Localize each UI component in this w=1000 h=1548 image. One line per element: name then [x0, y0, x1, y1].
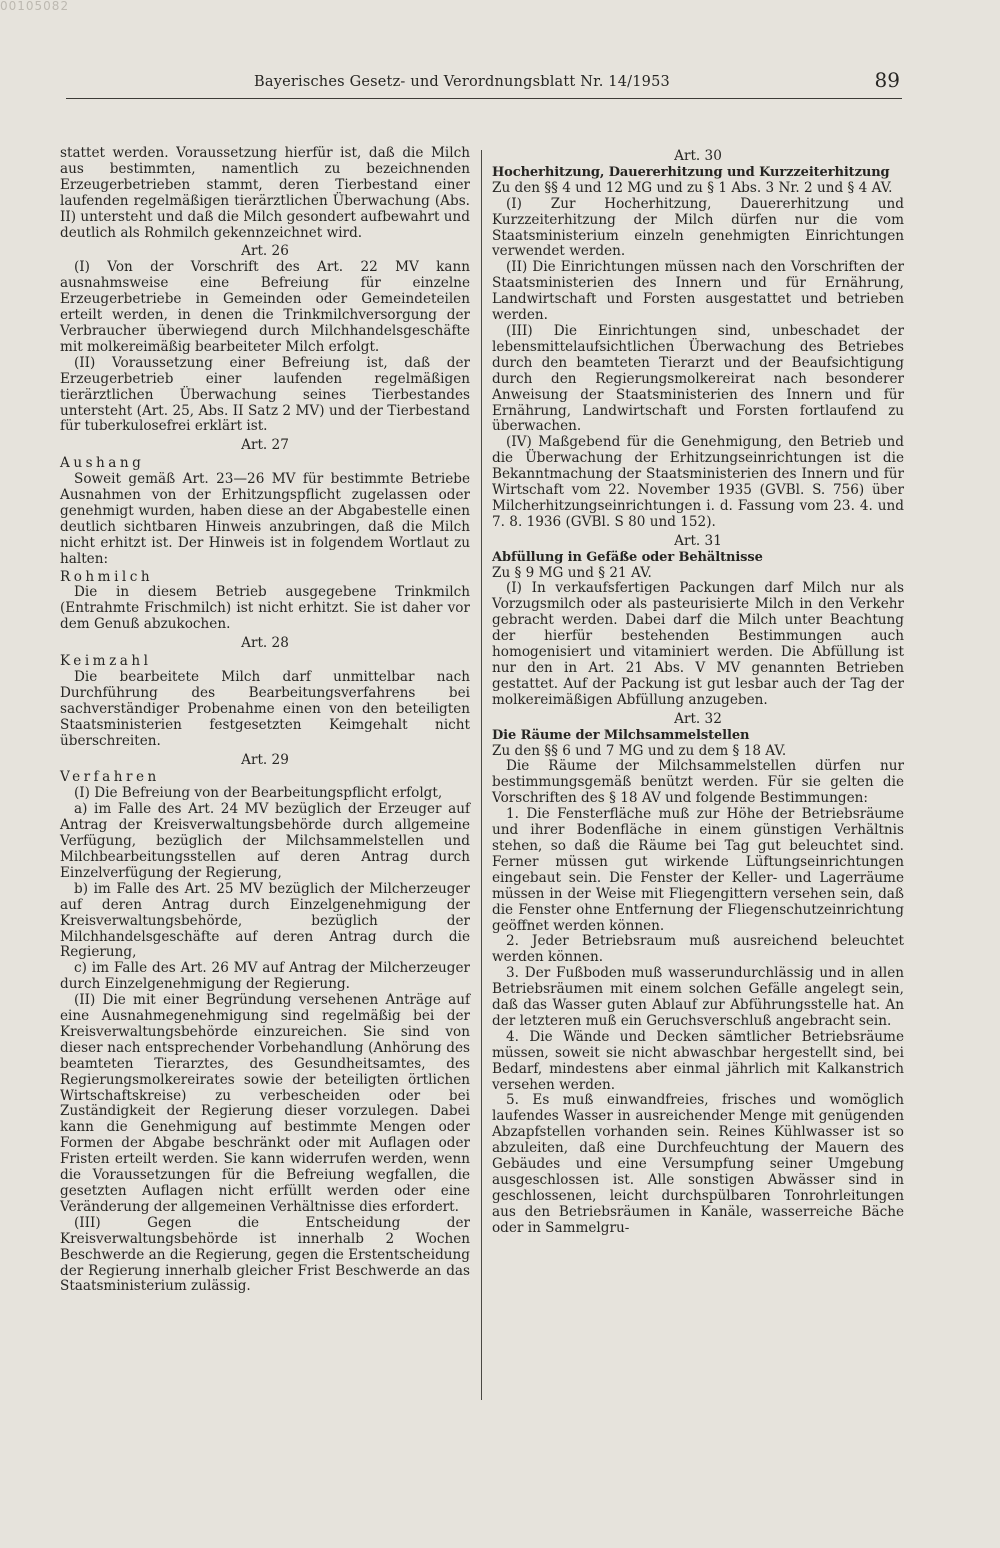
- left-column: [60, 146, 470, 1295]
- section-title: Keimzahl: [60, 653, 152, 670]
- right-column: [492, 146, 904, 1237]
- paragraph: Die in diesem Betrieb ausgegebene Trinkmilch (Entrahmte Frischmilch) ist nicht erhitzt. Sie ist daher vor dem Genuß abzukochen.: [60, 584, 470, 633]
- legal-reference: Zu den §§ 6 und 7 MG und zu dem § 18 AV.: [492, 742, 787, 759]
- section-title: Verfahren: [60, 769, 160, 786]
- list-item: 5. Es muß einwandfreies, frisches und womöglich laufendes Wasser in ausreichender Menge mit genügenden Abzapfstellen vorhanden sein. Reines Kühlwasser ist so abzuleiten, daß eine Durchfeuchtung der Mauern des Gebäudes und eine Versumpfung seiner Umgebung ausgeschlossen ist. Alle sonstigen Abwässer sind in geschlossenen, leicht durchspülbaren Tonrohrleitungen aus den Betriebsräumen in Kanäle, wasserreiche Bäche oder in Sammelgru-: [492, 1092, 904, 1236]
- page-header: [66, 68, 902, 99]
- paragraph: (III) Die Einrichtungen sind, unbeschadet der lebensmittelaufsichtlichen Überwachung des Betriebes durch den beamteten Tierarzt und der Beaufsichtigung durch den Regierungsmolkereirat nach besonderer Anweisung der Staatsministerien des Innern und für Ernährung, Landwirtschaft und Forsten fortlaufend zu überwachen.: [492, 322, 904, 435]
- article-heading: Art. 29: [241, 751, 289, 768]
- paragraph: (IV) Maßgebend für die Genehmigung, den Betrieb und die Überwachung der Erhitzungseinrichtungen ist die Bekanntmachung der Staatsministerien des Innern und für Wirtschaft vom 22. November 1935 (GVBl. S. 756) über Milcherhitzungseinrichtungen i. d. Fassung vom 23. 4. und 7. 8. 1936 (GVBl. S 80 und 152).: [492, 434, 904, 530]
- list-item: 4. Die Wände und Decken sämtlicher Betriebsräume müssen, soweit sie nicht abwaschbar hergestellt sind, bei Bedarf, mindestens aber einmal jährlich mit Kalkanstrich versehen werden.: [492, 1028, 904, 1093]
- article-heading: Art. 31: [674, 532, 722, 549]
- section-title: Die Räume der Milchsammelstellen: [492, 727, 750, 743]
- paragraph: Soweit gemäß Art. 23—26 MV für bestimmte Betriebe Ausnahmen von der Erhitzungspflicht zugelassen oder genehmigt wurden, haben diese an der Abgabestelle einen deutlich sichtbaren Hinweis anzubringen, daß die Milch nicht erhitzt ist. Der Hinweis ist in folgendem Wortlaut zu halten:: [60, 471, 470, 567]
- paragraph: (I) Die Befreiung von der Bearbeitungspflicht erfolgt,: [74, 785, 443, 802]
- paragraph: (I) In verkaufsfertigen Packungen darf Milch nur als Vorzugsmilch oder als pasteurisierte Milch in den Verkehr gebracht werden. Dabei darf die Milch unter Beachtung der hierfür bestehenden Bestimmungen auch homogenisiert und vitaminiert werden. Die Abfüllung ist nur den in Art. 21 Abs. V MV genannten Betrieben gestattet. Auf der Packung ist gut lesbar auch der Tag der molkereimäßigen Abfüllung anzugeben.: [492, 580, 904, 708]
- section-title: Hocherhitzung, Dauererhitzung und Kurzzeiterhitzung: [492, 164, 890, 180]
- paragraph: (III) Gegen die Entscheidung der Kreisverwaltungsbehörde ist innerhalb 2 Wochen Beschwerde an die Regierung, gegen die Erstentscheidung der Regierung innerhalb gleicher Frist Beschwerde an das Staatsministerium zulässig.: [60, 1214, 470, 1295]
- section-title: Aushang: [60, 455, 145, 472]
- paragraph: (II) Die Einrichtungen müssen nach den Vorschriften der Staatsministerien des Innern und für Ernährung, Landwirtschaft und Forsten ausgestattet und betrieben werden.: [492, 259, 904, 324]
- legal-reference: Zu den §§ 4 und 12 MG und zu § 1 Abs. 3 Nr. 2 und § 4 AV.: [492, 179, 893, 196]
- article-heading: Art. 27: [241, 437, 289, 454]
- article-heading: Art. 30: [674, 148, 722, 164]
- page-number: 89: [874, 68, 900, 92]
- paragraph: stattet werden. Voraussetzung hierfür ist, daß die Milch aus bestimmten, namentlich zu bezeichnenden Erzeugerbetrieben stammt, deren Tierbestand einer laufenden regelmäßigen tierärztlichen Überwachung (Abs. II) untersteht und daß die Milch gesondert aufbewahrt und deutlich als Rohmilch gekennzeichnet wird.: [60, 145, 470, 241]
- article-heading: Art. 32: [674, 710, 722, 727]
- notice-heading: Rohmilch: [60, 568, 154, 585]
- paragraph: (II) Voraussetzung einer Befreiung ist, daß der Erzeugerbetrieb einer laufenden regelmäßigen tierärztlichen Überwachung seines Tierbestandes untersteht (Art. 25, Abs. II Satz 2 MV) und der Tierbestand für tuberkulosefrei erklärt ist.: [60, 354, 470, 435]
- article-heading: Art. 28: [241, 635, 289, 652]
- paragraph: Die Räume der Milchsammelstellen dürfen nur bestimmungsgemäß benützt werden. Für sie gelten die Vorschriften des § 18 AV und folgende Bestimmungen:: [492, 758, 904, 807]
- article-heading: Art. 26: [241, 243, 289, 260]
- legal-reference: Zu § 9 MG und § 21 AV.: [492, 564, 652, 581]
- list-item: a) im Falle des Art. 24 MV bezüglich der Erzeuger auf Antrag der Kreisverwaltungsbehörde durch allgemeine Verfügung, bezüglich der Milchsammelstellen und Milchbearbeitungsstellen auf deren Antrag durch Einzelverfügung der Regierung,: [60, 801, 470, 881]
- list-item: c) im Falle des Art. 26 MV auf Antrag der Milcherzeuger durch Einzelgenehmigung der Regierung.: [60, 960, 470, 993]
- paragraph: (II) Die mit einer Begründung versehenen Anträge auf eine Ausnahmegenehmigung sind regelmäßig bei der Kreisverwaltungsbehörde einzureichen. Sie sind von dieser nach entsprechender Vorbehandlung (Anhörung des beamteten Tierarztes, des Gesundheitsamtes, des Regierungsmolkereirates sowie der beteiligten örtlichen Wirtschaftskreise) zu verbescheiden oder bei Zuständigkeit der Regierung dieser vorzulegen. Dabei kann die Genehmigung auf bestimmte Mengen oder Formen der Abgabe beschränkt oder mit Auflagen oder Fristen erteilt werden. Sie kann widerrufen werden, wenn die Voraussetzungen für die Befreiung wegfallen, die gesetzten Auflagen nicht erfüllt werden oder eine Veränderung der allgemeinen Verhältnisse dies erfordert.: [60, 992, 470, 1215]
- section-title: Abfüllung in Gefäße oder Behältnisse: [492, 549, 763, 565]
- paragraph: (I) Von der Vorschrift des Art. 22 MV kann ausnahmsweise eine Befreiung für einzelne Erzeugerbetriebe in Gemeinden oder Gemeindeteilen erteilt werden, in denen die Trinkmilchversorgung der Verbraucher überwiegend durch Milchhandelsgeschäfte mit molkereimäßig bearbeiteter Milch erfolgt.: [60, 259, 470, 355]
- journal-title: Bayerisches Gesetz- und Verordnungsblatt Nr. 14/1953: [254, 74, 670, 90]
- paragraph: Die bearbeitete Milch darf unmittelbar nach Durchführung des Bearbeitungsverfahrens bei sachverständiger Probenahme einen von den beteiligten Staatsministerien festgesetzten Keimgehalt nicht überschreiten.: [60, 669, 470, 749]
- list-item: 1. Die Fensterfläche muß zur Höhe der Betriebsräume und ihrer Bodenfläche in einem günstigen Verhältnis stehen, so daß die Räume bei Tag gut beleuchtet sind. Ferner müssen gut wirkende Lüftungseinrichtungen eingebaut sein. Die Fenster der Keller- und Lagerräume müssen in der Weise mit Fliegengittern versehen sein, daß die Fenster ohne Entfernung der Fliegenschutzeinrichtung geöffnet werden können.: [492, 806, 904, 934]
- page-id: 00105082: [0, 0, 70, 13]
- list-item: 2. Jeder Betriebsraum muß ausreichend beleuchtet werden können.: [492, 933, 904, 966]
- list-item: 3. Der Fußboden muß wasserundurchlässig und in allen Betriebsräumen mit einem solchen Gefälle angelegt sein, daß das Wasser guten Ablauf zur Abführungsstelle hat. An der letzteren muß ein Geruchsverschluß angebracht sein.: [492, 965, 904, 1029]
- paragraph: (I) Zur Hocherhitzung, Dauererhitzung und Kurzzeiterhitzung der Milch dürfen nur die vom Staatsministerium einzeln genehmigten Einrichtungen verwendet werden.: [492, 195, 904, 260]
- list-item: b) im Falle des Art. 25 MV bezüglich der Milcherzeuger auf deren Antrag durch Einzelgenehmigung der Kreisverwaltungsbehörde, bezüglich der Milchhandelsgeschäfte auf deren Antrag durch die Regierung,: [60, 880, 470, 961]
- column-divider: [481, 150, 482, 1400]
